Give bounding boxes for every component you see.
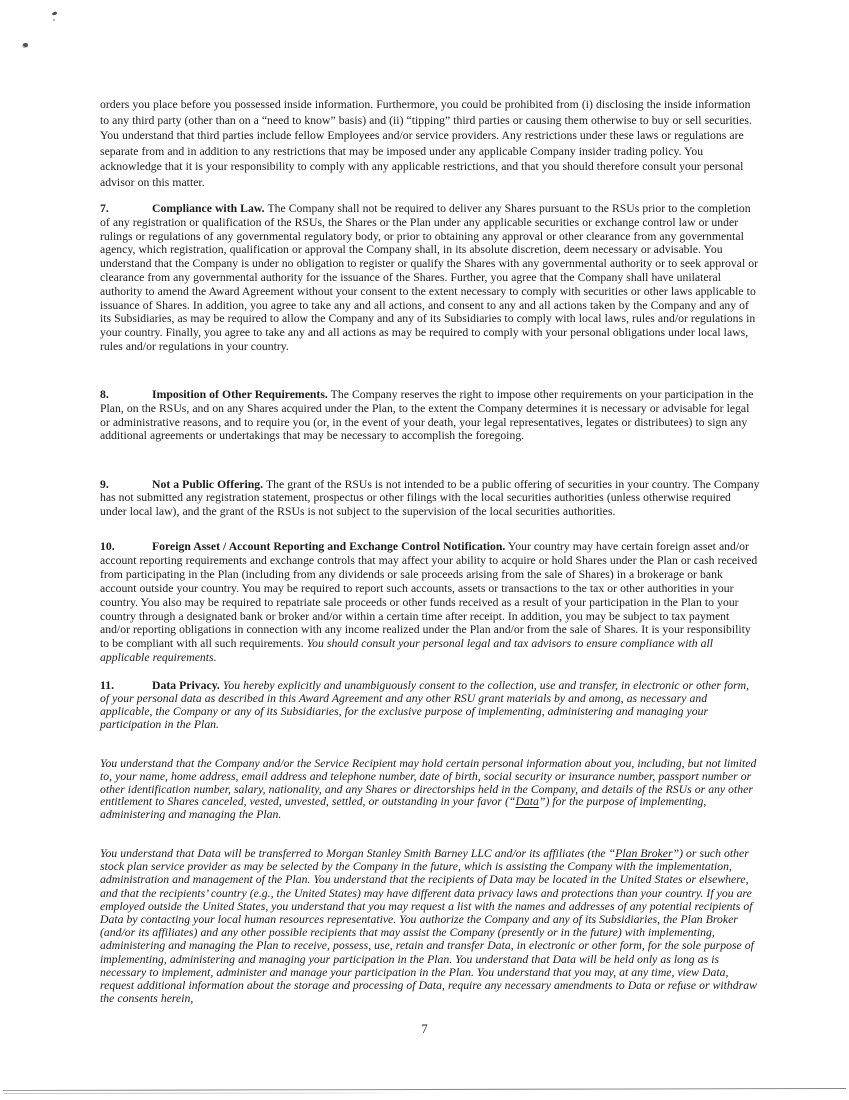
scan-speck-icon [23, 43, 28, 47]
text-run: You understand that Data will be transferred to Morgan Stanley Smith Barney LLC and/or its affiliates (the “ [100, 847, 616, 860]
text-run: You hereby explicitly and unambiguously consent to the collection, use and transfer, in electronic or other form, of your personal data as described in this Award Agreement and any other RSU grant materials by and among, as necessary and applicable, the Company or any of its Subsidiaries, for the exclusive purpose of implementing, administering and managing your participation in the Plan. [100, 679, 750, 731]
text-run: orders you place before you possessed inside information. Furthermore, you could be prohibited from (i) disclosing the inside information to any third party (other than on a “need to know” basis) and (ii) “tipping” third parties or causing them otherwise to buy or sell securities. You understand that third parties include fellow Employees and/or service providers. Any restrictions under these laws or regulations are separate from and in addition to any restrictions that may be imposed under any applicable Company insider trading policy. You acknowledge that it is your responsibility to comply with any applicable restrictions, and that you should therefore consult your personal advisor on this matter. [100, 98, 752, 189]
text-run: The Company reserves the right to impose other requirements on your participation in the Plan, on the RSUs, and on any Shares acquired under the Plan, to the extent the Company determines it is necessary or advisable for legal or administrative reasons, and to require you (or, in the event of your death, your legal representatives, legates or distributees) to sign any additional agreements or undertakings that may be necessary to accomplish the foregoing. [100, 388, 754, 443]
paragraph [100, 847, 760, 1005]
section-heading: Data Privacy. [152, 679, 220, 692]
paragraph [100, 388, 760, 443]
paragraph [100, 758, 760, 822]
section-heading: Foreign Asset / Account Reporting and Exchange Control Notification. [152, 540, 506, 553]
section-number: 9. [100, 478, 109, 491]
text-run: The grant of the RSUs is not intended to be a public offering of securities in your country. The Company has not submitted any registration statement, prospectus or other filings with the local securities authorities (unless otherwise required under local law), and the grant of the RSUs is not subject to the supervision of the local securities authorities. [100, 478, 760, 518]
text-run: The Company shall not be required to deliver any Shares pursuant to the RSUs prior to the completion of any registration or qualification of the RSUs, the Shares or the Plan under any applicable securities or exchange control law or under rulings or regulations of any governmental regulatory body, or prior to obtaining any approval or other clearance from any governmental agency, which registration, qualification or approval the Company shall, in its absolute discretion, deem necessary or advisable. You understand that the Company is under no obligation to register or qualify the Shares with any governmental authority or to seek approval or clearance from any governmental authority for the issuance of the Shares. Further, you agree that the Company shall have unilateral authority to amend the Award Agreement without your consent to the extent necessary to comply with securities or other laws applicable to issuance of Shares. In addition, you agree to take any and all actions, and consent to any and all actions taken by the Company and any of its Subsidiaries, as may be required to allow the Company and any of its Subsidiaries to comply with local laws, rules and/or regulations in your country. Finally, you agree to take any and all actions as may be required to comply with your personal obligations under local laws, rules and/or regulations in your country. [100, 202, 759, 353]
page-number: 7 [421, 1022, 428, 1036]
scan-line-artifact [3, 1088, 846, 1091]
scan-speck-icon [53, 19, 55, 21]
text-run: Data [515, 795, 539, 809]
scan-line-artifact [4, 1092, 424, 1094]
section-heading: Not a Public Offering. [152, 478, 264, 491]
text-run: ”) for the purpose of implementing, administering and managing the Plan. [100, 795, 707, 822]
scan-speck-icon [52, 11, 58, 15]
text-run: Your country may have certain foreign asset and/or account reporting requirements and exchange controls that may affect your ability to acquire or hold Shares under the Plan or cash received from participating in the Plan (including from any dividends or sale proceeds arising from the sale of Shares) in a brokerage or bank account outside your country. You may be required to report such accounts, assets or transactions to the tax or other authorities in your country. You also may be required to repatriate sale proceeds or other funds received as a result of your participation in the Plan to your country through a designated bank or broker and/or within a certain time after receipt. In addition, you may be subject to tax payment and/or reporting obligations in connection with any income realized under the Plan and/or from the sale of Shares. It is your responsibility to be compliant with all such requirements. [100, 540, 758, 651]
paragraph [100, 680, 760, 732]
section-heading: Compliance with Law. [152, 202, 265, 215]
section-number: 11. [100, 679, 115, 692]
section-number: 8. [100, 388, 109, 401]
section-number: 10. [100, 540, 115, 553]
text-run: You should consult your personal legal and tax advisors to ensure compliance with all applicable requirements. [100, 637, 714, 665]
paragraph [100, 478, 760, 518]
paragraph [100, 202, 760, 354]
section-heading: Imposition of Other Requirements. [152, 388, 328, 401]
text-run: You understand that the Company and/or the Service Recipient may hold certain personal information about you, including, but not limited to, your name, home address, email address and telephone number, date of birth, social security or insurance number, passport number or other identification number, salary, nationality, and any Shares or directorships held in the Company, and details of the RSUs or any other entitlement to Shares canceled, vested, unvested, settled, or outstanding in your favor (“ [100, 757, 757, 809]
text-run: Plan Broker [615, 847, 673, 860]
paragraph [100, 540, 760, 665]
text-run: ”) or such other stock plan service provider as may be selected by the Company in the future, which is assisting the Company with the implementation, administration and management of the Plan. You understand that the recipients of Data may be located in the United States or elsewhere, and that the recipients’ country (e.g., the United States) may have different data privacy laws and protections than your country. If you are employed outside the United States, you understand that you may request a list with the names and addresses of any potential recipients of Data by contacting your local human resources representative. You authorize the Company and any of its Subsidiaries, the Plan Broker (and/or its affiliates) and any other possible recipients that may assist the Company (presently or in the future) with implementing, administering and managing the Plan to receive, possess, use, retain and transfer Data, in electronic or other form, for the sole purpose of implementing, administering and managing your participation in the Plan. You understand that Data will be held only as long as is necessary to implement, administer and manage your participation in the Plan. You understand that you may, at any time, view Data, request additional information about the storage and processing of Data, require any necessary amendments to Data or refuse or withdraw the consents herein, [100, 847, 757, 1006]
paragraph [100, 97, 760, 190]
section-number: 7. [100, 202, 109, 215]
